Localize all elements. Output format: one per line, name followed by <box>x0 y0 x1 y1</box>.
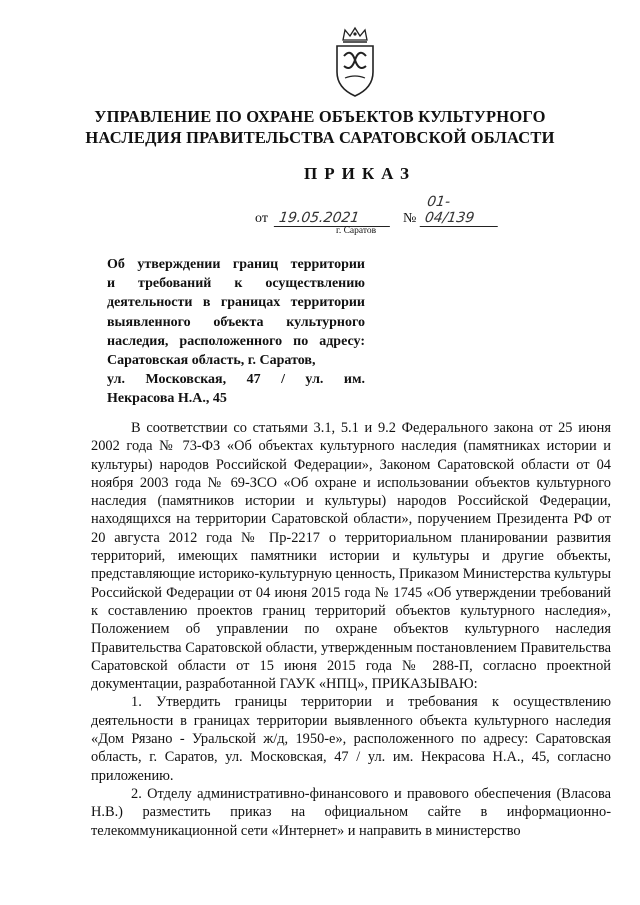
subject-line: деятельности в границах территории <box>107 295 365 311</box>
organization-line-2: НАСЛЕДИЯ ПРАВИТЕЛЬСТВА САРАТОВСКОЙ ОБЛАСТИ <box>85 128 555 147</box>
order-date-number <box>255 194 500 227</box>
item-2-paragraph: 2. Отделу административно-финансового и правового обеспечения (Власова Н.В.) разместить приказ на официальном сайте в информационно-телекоммуникационной сети «Интернет» и направить в министерство <box>91 785 611 839</box>
subject-line: Некрасова Н.А., 45 <box>107 391 227 407</box>
subject-line: ул. Московская, 47 / ул. им. <box>107 372 365 388</box>
order-number: 01-04/139 <box>419 194 502 227</box>
preamble-paragraph: В соответствии со статьями 3.1, 5.1 и 9.2 Федерального закона от 25 июня 2002 года № 73-ФЗ «Об объектах культурного наследия (памятниках истории и культуры) народов Российской Федерации», Законом Саратовской области от 04 ноября 2003 года № 69-ЗСО «Об охране и использовании объектов культурного наследия (памятников истории и культуры) народов Российской Федерации, находящихся на территории Саратовской области», поручением Президента РФ от 20 августа 2012 года № Пр-2217 о территориальном планировании развития территорий, имеющих памятники истории и культуры и другие объекты, представляющие историко-культурную ценность, Приказом Министерства культуры Российской Федерации от 04 июня 2015 года № 1745 «Об утверждении требований к составлению проектов границ территорий объектов культурного наследия», Положением об управлении по охране объектов культурного наследия Правительства Саратовской области, утвержденным постановлением Правительства Саратовской области от 15 июня 2015 года № 288-П, согласно проектной документации, разработанной ГАУК «НПЦ», ПРИКАЗЫВАЮ: <box>91 420 611 693</box>
subject-line: и требований к осуществлению <box>107 276 365 292</box>
item-1-paragraph: 1. Утвердить границы территории и требования к осуществлению деятельности в границах территории выявленного объекта культурного наследия «Дом Рязано - Уральской ж/д, 1950-е», расположенного по адресу: Саратовская область, г. Саратов, ул. Московская, 47 / ул. им. Некрасова Н.А., 45, согласно приложению. <box>91 694 611 784</box>
subject-line: наследия, расположенного по адресу: <box>107 333 365 349</box>
order-subject <box>107 255 365 409</box>
order-title: ПРИКАЗ <box>304 164 416 183</box>
subject-line: Саратовская область, г. Саратов, <box>107 353 316 369</box>
subject-line: выявленного объекта культурного <box>107 314 365 330</box>
organization-line-1: УПРАВЛЕНИЕ ПО ОХРАНЕ ОБЪЕКТОВ КУЛЬТУРНОГО <box>94 107 546 126</box>
saratov-coat-of-arms-icon <box>331 26 379 98</box>
city: г. Саратов <box>336 226 377 236</box>
order-body <box>91 419 611 840</box>
date-prefix: от <box>255 211 268 226</box>
subject-line: Об утверждении границ территории <box>107 257 365 272</box>
order-date: 19.05.2021 <box>274 210 392 227</box>
organization-name <box>60 106 580 148</box>
number-prefix: № <box>402 211 417 226</box>
